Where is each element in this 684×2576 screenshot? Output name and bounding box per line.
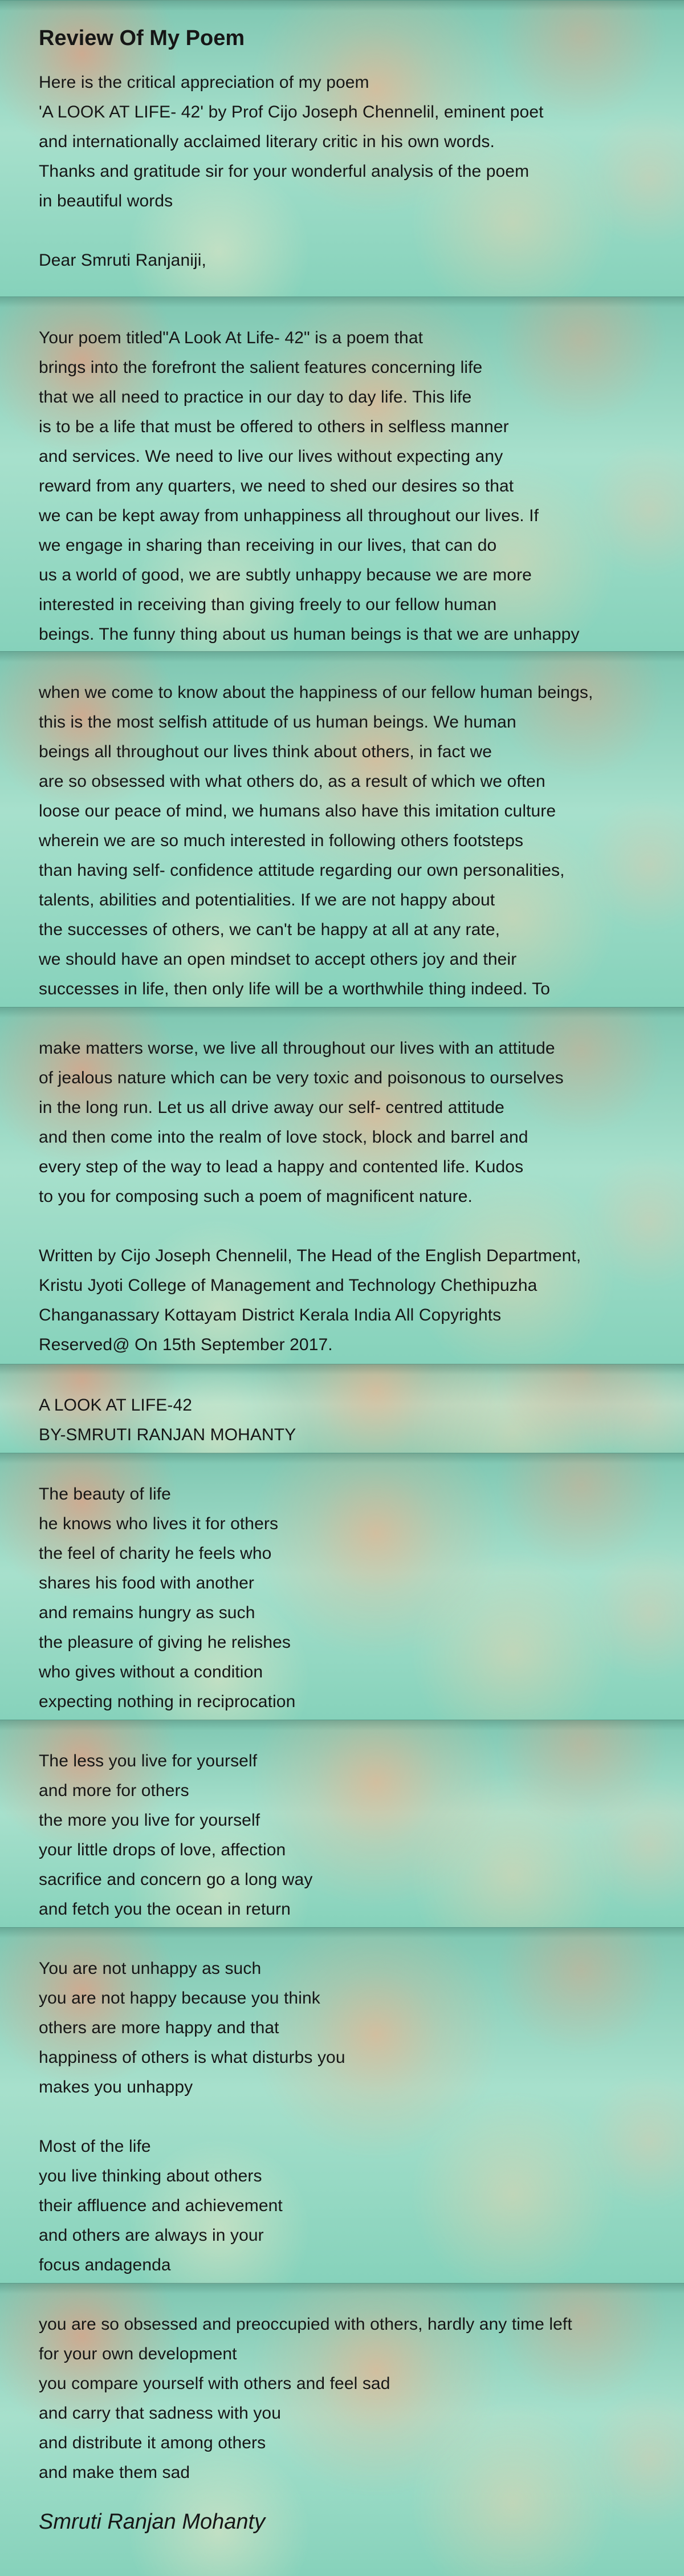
poem-line: he knows who lives it for others [39, 1514, 279, 1533]
poem-line: focus andagenda [39, 2256, 171, 2274]
panel-lines [39, 68, 673, 275]
poem-line: us a world of good, we are subtly unhappy because we are more [39, 566, 532, 584]
poem-line: are so obsessed with what others do, as a result of which we often [39, 772, 545, 791]
poem-line: happiness of others is what disturbs you [39, 2048, 345, 2067]
poem-line: reward from any quarters, we need to shed our desires so that [39, 477, 514, 495]
poem-line: and make them sad [39, 2463, 190, 2482]
page-title: Review Of My Poem [39, 26, 245, 50]
poem-line: wherein we are so much interested in following others footsteps [39, 831, 524, 850]
poem-line: interested in receiving than giving freely to our fellow human [39, 595, 497, 614]
panel-lines [39, 323, 673, 649]
poem-line: brings into the forefront the salient features concerning life [39, 358, 483, 377]
poem-line: we can be kept away from unhappiness all throughout our lives. If [39, 506, 539, 525]
poem-line: and fetch you the ocean in return [39, 1900, 291, 1919]
poem-line: and distribute it among others [39, 2433, 266, 2452]
blank-line [39, 216, 673, 246]
poem-line: the feel of charity he feels who [39, 1544, 272, 1563]
poem-line: we should have an open mindset to accept others joy and their [39, 950, 517, 969]
poem-line: Reserved@ On 15th September 2017. [39, 1335, 333, 1354]
poem-line: You are not unhappy as such [39, 1959, 262, 1978]
poem-line: and internationally acclaimed literary critic in his own words. [39, 132, 495, 151]
poem-line: the more you live for yourself [39, 1811, 260, 1830]
poem-panel-stanza-1 [0, 1453, 684, 1720]
poem-line: The less you live for yourself [39, 1752, 258, 1770]
poem-line: and services. We need to live our lives without expecting any [39, 447, 503, 466]
poem-line: Thanks and gratitude sir for your wonderful analysis of the poem [39, 162, 530, 181]
panel-lines [39, 1391, 673, 1450]
poem-line: loose our peace of mind, we humans also have this imitation culture [39, 802, 556, 820]
poem-panel-stanza-4 [0, 2283, 684, 2576]
poem-line: makes you unhappy [39, 2078, 193, 2096]
poem-line: successes in life, then only life will be a worthwhile thing indeed. To [39, 980, 551, 998]
poem-line: Written by Cijo Joseph Chennelil, The Head of the English Department, [39, 1246, 581, 1265]
poem-line: expecting nothing in reciprocation [39, 1692, 296, 1711]
poem-line: for your own development [39, 2345, 237, 2363]
blank-line [39, 2102, 673, 2132]
poem-panel-stanza-2 [0, 1720, 684, 1927]
poem-line: shares his food with another [39, 1574, 255, 1592]
poem-line: Most of the life [39, 2137, 151, 2156]
poem-line: and more for others [39, 1781, 189, 1800]
poem-line: of jealous nature which can be very toxic and poisonous to ourselves [39, 1068, 564, 1087]
poem-line: that we all need to practice in our day to day life. This life [39, 388, 472, 407]
poem-line: Here is the critical appreciation of my poem [39, 73, 369, 92]
poem-line: make matters worse, we live all throughout our lives with an attitude [39, 1039, 555, 1058]
author-signature: Smruti Ranjan Mohanty [39, 2510, 266, 2534]
poem-line: Kristu Jyoti College of Management and Technology Chethipuzha [39, 1276, 538, 1295]
poem-line: Changanassary Kottayam District Kerala India All Copyrights [39, 1306, 502, 1324]
panel-lines [39, 1954, 673, 2280]
blank-line [39, 1212, 673, 1241]
poem-line: this is the most selfish attitude of us human beings. We human [39, 713, 516, 732]
panel-lines [39, 1480, 673, 1717]
poem-line: you compare yourself with others and feel sad [39, 2374, 390, 2393]
poem-line: we engage in sharing than receiving in our lives, that can do [39, 536, 497, 555]
panel-lines [39, 1746, 673, 1924]
poem-line: 'A LOOK AT LIFE- 42' by Prof Cijo Joseph Chennelil, eminent poet [39, 103, 544, 121]
poem-line: you live thinking about others [39, 2167, 262, 2185]
poem-line: The beauty of life [39, 1485, 171, 1504]
poem-line: you are so obsessed and preoccupied with others, hardly any time left [39, 2315, 572, 2334]
poem-line: the pleasure of giving he relishes [39, 1633, 291, 1652]
poem-line: talents, abilities and potentialities. If we are not happy about [39, 891, 495, 909]
poem-line: when we come to know about the happiness of our fellow human beings, [39, 683, 593, 702]
poem-line: Your poem titled"A Look At Life- 42" is a poem that [39, 328, 424, 347]
poem-line: and then come into the realm of love stock, block and barrel and [39, 1128, 528, 1147]
poem-line: in the long run. Let us all drive away our self- centred attitude [39, 1098, 504, 1117]
panel-lines [39, 1034, 673, 1360]
poem-line: you are not happy because you think [39, 1989, 320, 2008]
poem-line: and carry that sadness with you [39, 2404, 281, 2423]
poem-line: sacrifice and concern go a long way [39, 1870, 313, 1889]
panel-lines [39, 2310, 673, 2488]
poem-line: beings all throughout our lives think about others, in fact we [39, 742, 492, 761]
poem-panel-review-1 [0, 296, 684, 651]
poem-line: and remains hungry as such [39, 1603, 255, 1622]
poem-line: in beautiful words [39, 192, 173, 210]
poem-panel-review-3 [0, 1007, 684, 1364]
poem-line: to you for composing such a poem of magnificent nature. [39, 1187, 473, 1206]
poem-panel-heading [0, 1364, 684, 1453]
poem-line: your little drops of love, affection [39, 1840, 286, 1859]
poem-line: others are more happy and that [39, 2018, 279, 2037]
poem-line: the successes of others, we can't be happy at all at any rate, [39, 920, 500, 939]
poem-line: A LOOK AT LIFE-42 [39, 1396, 193, 1415]
poem-panel-stanza-3 [0, 1927, 684, 2283]
poem-line: BY-SMRUTI RANJAN MOHANTY [39, 1425, 296, 1444]
poem-line: Dear Smruti Ranjaniji, [39, 251, 206, 270]
poem-panel-intro [0, 0, 684, 296]
poem-line: beings. The funny thing about us human beings is that we are unhappy [39, 625, 580, 644]
poem-line: every step of the way to lead a happy and contented life. Kudos [39, 1157, 524, 1176]
poem-line: is to be a life that must be offered to others in selfless manner [39, 417, 509, 436]
poem-line: and others are always in your [39, 2226, 264, 2245]
poem-line: their affluence and achievement [39, 2196, 283, 2215]
poem-panel-review-2 [0, 651, 684, 1007]
poem-line: than having self- confidence attitude regarding our own personalities, [39, 861, 565, 880]
panel-lines [39, 678, 673, 1004]
poem-line: who gives without a condition [39, 1663, 263, 1681]
